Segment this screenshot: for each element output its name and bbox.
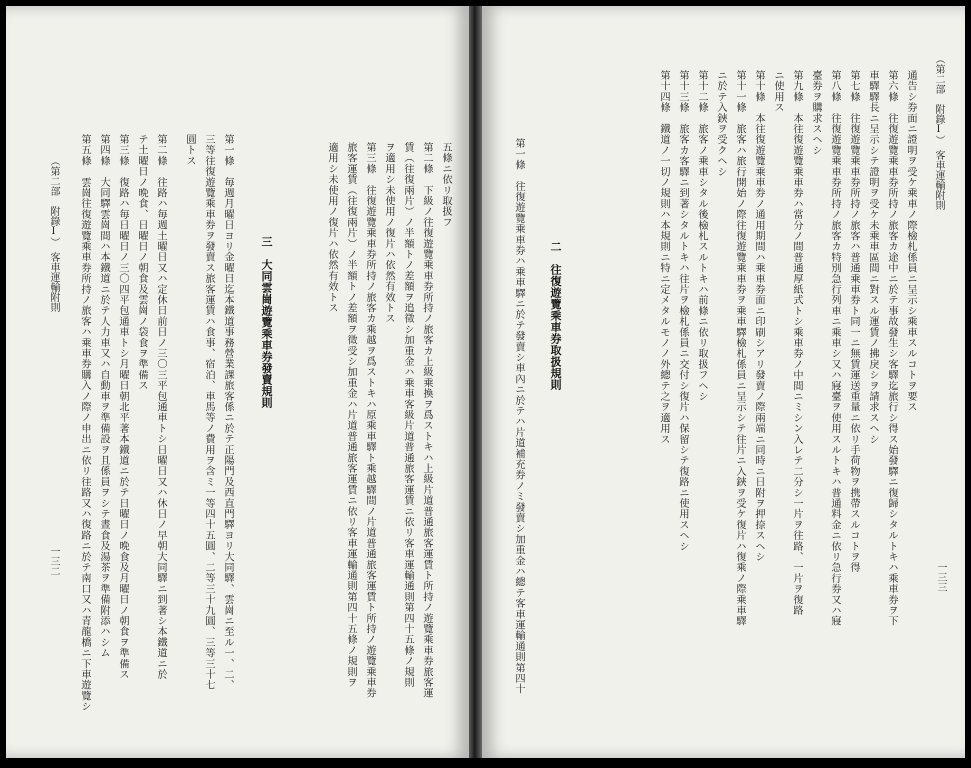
book-gutter <box>469 6 482 758</box>
text-column: 旅客運賃（往復兩片）ノ半額トノ差額ヲ徵受シ加重金ハ片道普通旅客運賃ニ依リ客車運輸通則第四十五條ノ規則ヲ <box>345 142 356 688</box>
running-header: （第二部 附錄Ⅰ） 客車運輸附則 <box>933 54 944 210</box>
text-column: 第一條 毎週月曜日ヨリ金曜日迄本鐵道事務營業課旅客係ニ於テ正陽門及西直門驛ヨリ大同驛、雲崗ニ至ル一、二、 <box>222 134 233 691</box>
text-column: 第九條 本往復遊覽乘車券ハ當分ノ間普通厚紙式トシ乘車券ノ中間ニミシン入レテ二分シ一片ヲ往路、一片ヲ復路 <box>791 70 802 616</box>
section-title: 三 大同雲崗遊覽乘車券發賣規則 <box>260 236 273 409</box>
text-column: 第二條 下級ノ往復遊覽乘車券所持ノ旅客カ上級乘換ヲ爲ストキハ上級片道普通旅客運賃ト所持ノ遊覽乘車券旅客運 <box>421 142 432 699</box>
text-column: 第七條 往復遊覽乘車券所持ノ旅客ハ普通乘車券ト同一ニ無賃運送重量ニ依リ手荷物ヲ携帶スルコトヲ得 <box>848 70 859 573</box>
text-column: 第四條 大同驛雲崗間ハ本鐵道ニ於テ人力車又ハ自動車ヲ準備設ヲ且係員ヲシテ晝食及湯茶ヲ準備附添ハシム <box>98 134 109 659</box>
text-column: 適用シ未使用ノ復片ハ依然有效トス <box>326 142 337 314</box>
section-title: 二 往復遊覽乘車券取扱規則 <box>549 241 562 391</box>
text-column: 圓トス <box>184 134 195 167</box>
text-column: ヲ適用シ未使用ノ復片ハ依然有效トス <box>383 142 394 324</box>
text-column: テ土曜日ノ晩食、日曜日ノ朝食及雲崗ノ袋食ヲ準備ス <box>136 134 147 391</box>
text-column: 第二條 往路ハ毎週土曜日又ハ定休日前日ノ三〇三平包通車トシ日曜日又ハ休日ノ早朝大同驛ニ到著シ本鐵道ニ於 <box>155 134 166 680</box>
text-column: 三等往復遊覽乘車券ヲ發賣ス旅客運賃ハ食事、宿泊、車馬等ノ費用ヲ含ミ一等四十五圓、二等三十九圓、三等三十七 <box>203 134 214 691</box>
text-column: 五條ニ依リ取扱フ <box>440 142 451 228</box>
text-column: 第八條 往復遊覽乘車券所持ノ旅客カ特別急行列車ニ乘車シ又ハ寢臺ヲ使用スルトキハ普通料金ニ依リ急行券又ハ寢 <box>829 70 840 627</box>
text-column: 第十二條 旅客ノ乘車シタル後檢札スルトキハ前條ニ依リ取扱フヘシ <box>696 70 707 402</box>
text-column: 第十一條 旅客ハ旅行開始ノ際往復遊覽乘車券ヲ乘車驛檢札係員ニ呈示シテ往片ニ入鋏ヲ受ケ復片ハ復乘ノ際乘車驛 <box>734 70 745 627</box>
right-page <box>482 6 965 758</box>
text-column: 第一條 往復遊覽乘車券ハ乘車驛ニ於テ發賣シ車內ニ於テハ片道補充券ノミ發賣シ加重金ハ總テ客車運輸通則第四十 <box>513 138 524 695</box>
left-page <box>6 6 469 758</box>
page-number: 一三二 <box>48 546 59 576</box>
text-column: 第十三條 旅客カ客驛ニ到著シタルトキハ往片ヲ檢札係員ニ交付シ復片ハ保留シテ復路ニ使用スヘシ <box>677 70 688 552</box>
running-header: （第二部 附錄Ⅰ） 客車運輸附則 <box>48 156 59 312</box>
text-column: 第十四條 鐵道ノ一切ノ規則ハ本規則ニ特ニ定メタルモノノ外總テ之ヲ適用ス <box>658 70 669 445</box>
text-column: 第五條 雲崗往復遊覽乘車券所持ノ旅客ハ乘車券購入ノ際ノ申出ニ依リ往路又ハ復路ニ於テ南口又ハ青龍橋ニ下車遊覽シ <box>79 134 90 712</box>
text-column: ニ使用ス <box>772 70 783 113</box>
text-column: 第六條 往復遊覽乘車券所持ノ旅客カ途中ニ於テ事故發生シ客驛迄旅行シ得ス始發驛ニ復歸シタルトキハ乘車券ヲ下 <box>886 70 897 627</box>
text-column: 車驛驛長ニ呈示シテ證明ヲ受ケ未乘車區間ニ對スル運賃ノ拂戾シヲ請求スヘシ <box>867 70 878 445</box>
text-column: ニ於テ入鋏ヲ受クヘシ <box>715 70 726 177</box>
text-column: 臺券ヲ購求スヘシ <box>810 70 821 156</box>
text-column: 第三條 復路ハ毎日曜日ノ三〇四平包通車トシ月曜日朝北平著本鐵道ニ於テ日曜日ノ晩食及月曜日ノ朝食ヲ準備ス <box>117 134 128 680</box>
text-column: 第三條 往復遊覽乘車券所持ノ旅客カ乘越ヲ爲ストキハ原乘車驛ト乘越驛間ノ片道普通旅客運賃ト所持ノ遊覽乘車券 <box>364 142 375 699</box>
page-number: 一三三 <box>935 562 946 592</box>
text-column: 賃（往復兩片）ノ半額トノ差額ヲ追徵シ加重金ハ乘車客級片道普通旅客運賃ニ依リ客車運輸通則第四十五條ノ規則 <box>402 142 413 688</box>
text-column: 第十條 本往復遊覽乘車券ノ通用期間ハ乘車券面ニ印刷シアリ發賣ノ際兩端ニ同時ニ日附ヲ押捺スヘシ <box>753 70 764 563</box>
text-column: 通告シ券面ニ證明ヲ受ケ乘車ノ際檢札係員ニ呈示シ乘車スルコトヲ要ス <box>905 70 916 413</box>
